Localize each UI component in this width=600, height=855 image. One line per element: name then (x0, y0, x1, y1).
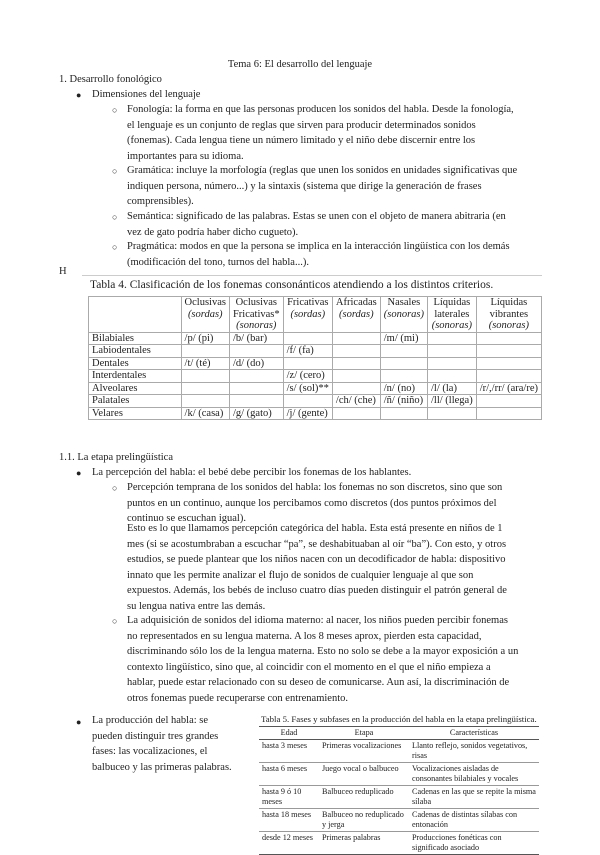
table5 (256, 714, 540, 852)
table-cell: Balbuceo reduplicado (319, 786, 409, 809)
table-cell (428, 357, 477, 370)
table-cell: /m/ (mi) (380, 332, 427, 345)
table-cell (380, 345, 427, 358)
table-cell: Cadenas en las que se repite la misma sílaba (409, 786, 539, 809)
table-cell (229, 345, 283, 358)
table5-grid (259, 726, 539, 855)
table-header-cell: Africadas (sordas) (332, 297, 380, 333)
row-label-cell: Bilabiales (89, 332, 182, 345)
table-cell (476, 357, 541, 370)
circle-bullet-icon: ○ (112, 616, 118, 626)
bullet-icon: ● (76, 468, 82, 478)
table-cell (181, 345, 229, 358)
table-header-row (259, 727, 539, 740)
table-header-cell: Etapa (319, 727, 409, 740)
bullet-text: La percepción del habla: el bebé debe percibir los fonemas de los hablantes. (92, 467, 412, 478)
table-cell: hasta 6 meses (259, 763, 319, 786)
table-cell (476, 407, 541, 420)
table-cell: hasta 3 meses (259, 740, 319, 763)
table-cell: /z/ (cero) (283, 370, 332, 383)
table-cell (332, 345, 380, 358)
table-cell (332, 370, 380, 383)
table-cell: /j/ (gente) (283, 407, 332, 420)
table-row (259, 809, 539, 832)
bullet-icon: ● (76, 717, 82, 727)
list-item-adquisicion: La adquisición de sonidos del idioma materno: al nacer, los niños pueden percibir fonemas no representados en su lengua materna. A los 8 meses aprox, pierden esta capacidad, discriminando sólo los de la lengua materna. Esto no solo se debe a la mayor exposición a un contexto lingüístico, sino que, al coincidir con el momento en el que el niño empieza a hablar, puede estar relacionado con su deseo de comunicarse. Aun así, la discriminación de otros fonemas puede recuperarse con entrenamiento. (127, 615, 519, 704)
table-cell (283, 395, 332, 408)
table-cell: /r/,/rr/ (ara/re) (476, 382, 541, 395)
table-cell (181, 370, 229, 383)
table-cell: Llanto reflejo, sonidos vegetativos, risas (409, 740, 539, 763)
table-row (89, 332, 542, 345)
table-cell: Primeras vocalizaciones (319, 740, 409, 763)
table-row (259, 740, 539, 763)
row-label-cell: Interdentales (89, 370, 182, 383)
table-cell: /ll/ (llega) (428, 395, 477, 408)
table-row (89, 357, 542, 370)
table4 (82, 275, 542, 442)
table-row (89, 382, 542, 395)
subsection-heading: 1.1. La etapa prelingüística (59, 452, 173, 463)
circle-bullet-icon: ○ (112, 105, 118, 115)
circle-bullet-icon: ○ (112, 242, 118, 252)
table-row (89, 370, 542, 383)
table-cell (380, 407, 427, 420)
table-header-row (89, 297, 542, 333)
table-cell: Balbuceo no reduplicado y jerga (319, 809, 409, 832)
row-label-cell: Dentales (89, 357, 182, 370)
table-header-cell: Fricativas (sordas) (283, 297, 332, 333)
table-cell (181, 395, 229, 408)
table-cell: /l/ (la) (428, 382, 477, 395)
table-cell: /f/ (fa) (283, 345, 332, 358)
table-cell (332, 332, 380, 345)
table5-caption: Tabla 5. Fases y subfases en la producción del habla en la etapa prelingüística. (261, 714, 537, 724)
table-cell: /ñ/ (niño) (380, 395, 427, 408)
table-header-cell: Líquidas laterales (sonoras) (428, 297, 477, 333)
table-cell (283, 332, 332, 345)
row-label-cell: Labiodentales (89, 345, 182, 358)
circle-bullet-icon: ○ (112, 483, 118, 493)
table-row (89, 345, 542, 358)
table-cell: /s/ (sol)** (283, 382, 332, 395)
paragraph-percepcion-categorica: Esto es lo que llamamos percepción categórica del habla. Esta está presente en niños de 1 mes (si se acostumbraban a escuchar “pa”, se deshabituaban al oír “ba”). Con esto, y otros estudios, se puede plantear que los niños nacen con un decodificador de habla: dispositivo innato que les permite analizar el flujo de sonidos de cualquier lenguaje al que son expuestos. Además, los bebés de incluso cuatro días pueden distinguir el patrón general de su lengua nativa entre las demás. (127, 523, 507, 612)
table-cell: /t/ (té) (181, 357, 229, 370)
bullet-text-produccion: La producción del habla: se pueden distinguir tres grandes fases: las vocalizaciones, el balbuceo y las primeras palabras. (92, 715, 232, 773)
table-cell: /n/ (no) (380, 382, 427, 395)
table-cell: Juego vocal o balbuceo (319, 763, 409, 786)
table-cell (229, 370, 283, 383)
table-cell (229, 382, 283, 395)
table-row (259, 832, 539, 855)
table-header-cell: Características (409, 727, 539, 740)
table-cell (332, 357, 380, 370)
table-cell: /g/ (gato) (229, 407, 283, 420)
table-cell (332, 382, 380, 395)
circle-bullet-icon: ○ (112, 166, 118, 176)
row-label-cell: Alveolares (89, 382, 182, 395)
table-cell: Vocalizaciones aisladas de consonantes bilabiales y vocales (409, 763, 539, 786)
table-header-cell: Nasales (sonoras) (380, 297, 427, 333)
table-cell: hasta 18 meses (259, 809, 319, 832)
table-header-cell: Líquidas vibrantes (sonoras) (476, 297, 541, 333)
list-item-fonologia: Fonología: la forma en que las personas producen los sonidos del habla. Desde la fonología, el lenguaje es un conjunto de reglas que sirven para producir determinados sonidos (fonemas). Cada lengua tiene un número limitado y el niño debe discernir entre los importantes para su idioma. (127, 104, 514, 162)
table-cell (428, 407, 477, 420)
table-row (89, 407, 542, 420)
circle-bullet-icon: ○ (112, 212, 118, 222)
row-label-cell: Velares (89, 407, 182, 420)
row-label-cell: Palatales (89, 395, 182, 408)
table-cell (476, 395, 541, 408)
table4-caption: Tabla 4. Clasificación de los fonemas consonánticos atendiendo a los distintos criterios. (90, 279, 494, 291)
table-cell (283, 357, 332, 370)
page-title: Tema 6: El desarrollo del lenguaje (227, 59, 373, 70)
table-cell (476, 345, 541, 358)
table-header-cell: Edad (259, 727, 319, 740)
table-row (259, 786, 539, 809)
section-heading: 1. Desarrollo fonológico (59, 74, 162, 85)
table-cell: Cadenas de distintas sílabas con entonación (409, 809, 539, 832)
table-row (259, 763, 539, 786)
bullet-text: Dimensiones del lenguaje (92, 89, 201, 100)
table-row (89, 395, 542, 408)
table4-grid (88, 296, 542, 420)
list-item-semantica: Semántica: significado de las palabras. Estas se unen con el objeto de manera abitraria (en vez de gato podría haber dicho cugueto). (127, 211, 506, 238)
list-item-gramatica: Gramática: incluye la morfología (reglas que unen los sonidos en unidades significativas que indiquen persona, número...) y la sintaxis (sistema que dirige la generación de frases comprensibles). (127, 165, 518, 207)
table-cell (428, 345, 477, 358)
table-header-cell: Oclusivas (sordas) (181, 297, 229, 333)
table-cell (380, 370, 427, 383)
table-header-cell (89, 297, 182, 333)
table-cell (380, 357, 427, 370)
stray-letter: H (59, 266, 67, 277)
table-cell: /d/ (do) (229, 357, 283, 370)
table-cell: /b/ (bar) (229, 332, 283, 345)
table-cell (332, 407, 380, 420)
list-item-percepcion: Percepción temprana de los sonidos del habla: los fonemas no son discretos, sino que son puntos en un continuo, aunque los percibamos como discretos (dos puntos próximos del continuo se escuchan igual). (127, 482, 503, 524)
table-cell: Primeras palabras (319, 832, 409, 855)
table-cell: /k/ (casa) (181, 407, 229, 420)
table-cell (428, 370, 477, 383)
table-cell: hasta 9 ó 10 meses (259, 786, 319, 809)
table-cell: /ch/ (che) (332, 395, 380, 408)
table-cell: desde 12 meses (259, 832, 319, 855)
table-header-cell: Oclusivas Fricativas* (sonoras) (229, 297, 283, 333)
bullet-icon: ● (76, 90, 82, 100)
table-cell (229, 395, 283, 408)
table-cell: Producciones fonéticas con significado asociado (409, 832, 539, 855)
table-cell (428, 332, 477, 345)
table-cell (476, 332, 541, 345)
list-item-pragmatica: Pragmática: modos en que la persona se implica en la interacción lingüística con los demás (modificación del tono, turnos del habla...). (127, 241, 510, 268)
table-cell (476, 370, 541, 383)
table-cell: /p/ (pi) (181, 332, 229, 345)
table-cell (181, 382, 229, 395)
